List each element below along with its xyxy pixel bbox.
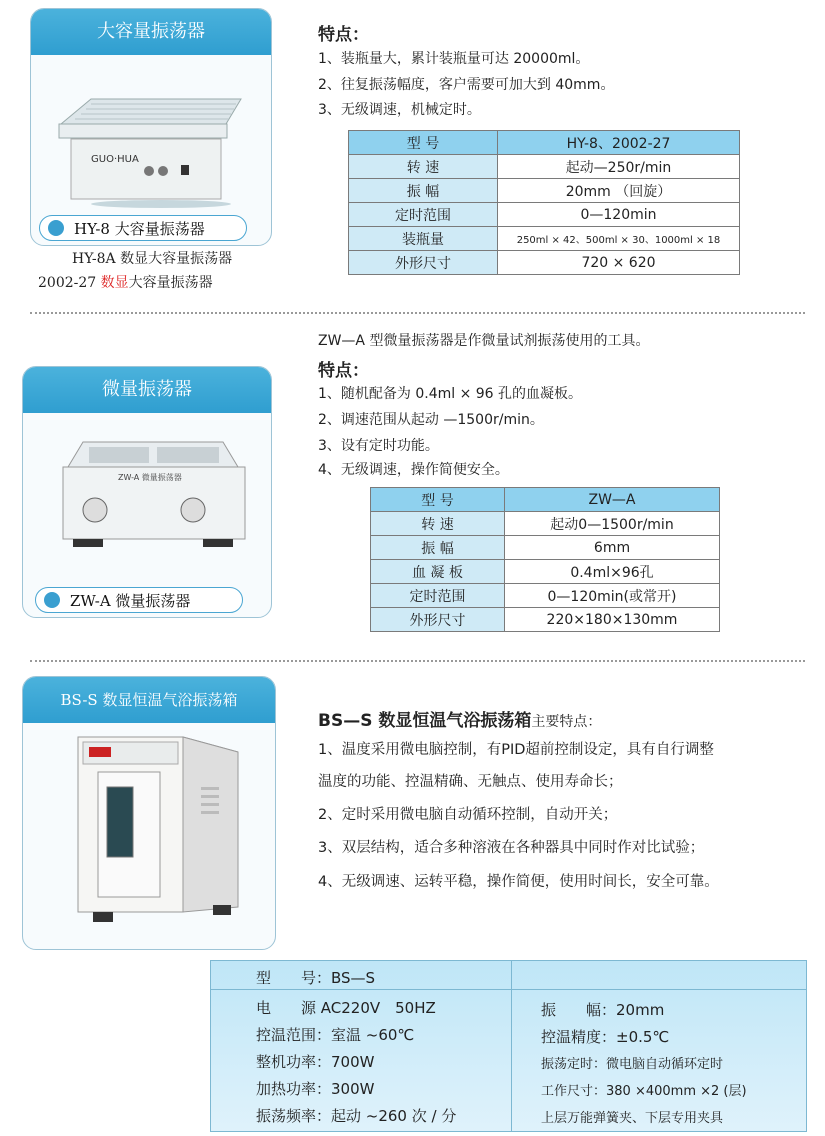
spec-key: 装瓶量 <box>349 227 498 251</box>
hy8a-caption: HY-8A 数显大容量振荡器 <box>72 251 233 267</box>
bullet-dot-icon <box>44 592 60 608</box>
table-row <box>349 203 740 227</box>
bss-feature-2: 2、定时采用微电脑自动循环控制，自动开关； <box>318 807 618 823</box>
table-row <box>349 227 740 251</box>
bss-spec-left-5: 加热功率：300W <box>256 1080 375 1098</box>
panel-divider <box>511 961 512 1131</box>
bss-spec-right-1: 振 幅：20mm <box>541 1001 665 1019</box>
bss-feature-1: 1、温度采用微电脑控制，有PID超前控制设定，具有自行调整 <box>318 742 714 758</box>
spec-key: 定时范围 <box>349 203 498 227</box>
zwa-feature-4: 4、无级调速，操作简便安全。 <box>318 462 509 478</box>
spec-value: 720 × 620 <box>498 251 740 275</box>
zwa-shaker-image <box>23 422 271 572</box>
hy8-caption: HY-8 大容量振荡器 <box>74 219 205 238</box>
hy8-card-header <box>31 9 271 55</box>
spec-value: HY-8、2002-27 <box>498 131 740 155</box>
hy8-product-card <box>30 8 272 246</box>
table-row <box>349 131 740 155</box>
hy8-feature-1: 1、装瓶量大，累计装瓶量可达 20000ml。 <box>318 51 590 67</box>
spec-key: 外形尺寸 <box>371 608 505 632</box>
spec-key: 定时范围 <box>371 584 505 608</box>
zwa-card-header <box>23 367 271 413</box>
table-row <box>371 608 720 632</box>
table-row <box>371 560 720 584</box>
hy8-card-title: 大容量振荡器 <box>97 21 205 42</box>
spec-key: 外形尺寸 <box>349 251 498 275</box>
zwa-caption-pill <box>35 587 243 613</box>
bss-spec-left-2: 电 源 AC220V 50HZ <box>256 999 436 1017</box>
table-row <box>371 584 720 608</box>
spec-value: 起动—250r/min <box>498 155 740 179</box>
spec-key: 型 号 <box>371 488 505 512</box>
bss-card-header <box>23 677 275 723</box>
zwa-feature-1: 1、随机配备为 0.4ml × 96 孔的血凝板。 <box>318 386 583 402</box>
table-row <box>349 179 740 203</box>
bss-heading: BS—S 数显恒温气浴振荡箱主要特点： <box>318 711 602 731</box>
bss-feature-4: 4、无级调速、运转平稳，操作简便，使用时间长，安全可靠。 <box>318 874 719 890</box>
bss-spec-left-6: 振荡频率：起动 ~260 次 / 分 <box>256 1107 457 1125</box>
panel-divider <box>211 989 806 990</box>
zwa-spec-table <box>370 487 720 632</box>
zwa-card-title: 微量振荡器 <box>102 379 192 400</box>
bss-spec-left-3: 控温范围：室温 ~60℃ <box>256 1026 415 1044</box>
spec-key: 型 号 <box>349 131 498 155</box>
zwa-feature-2: 2、调速范围从起动 —1500r/min。 <box>318 412 544 428</box>
spec-value: 0.4ml×96孔 <box>505 560 720 584</box>
bss-spec-panel <box>210 960 807 1132</box>
spec-value: 220×180×130mm <box>505 608 720 632</box>
svg-text:GUO·HUA: GUO·HUA <box>91 154 139 165</box>
hy8-caption-pill <box>39 215 247 241</box>
bss-spec-right-4: 工作尺寸：380 ×400mm ×2 (层) <box>541 1084 747 1099</box>
spec-key: 转 速 <box>349 155 498 179</box>
spec-value: 0—120min(或常开) <box>505 584 720 608</box>
spec-value: 6mm <box>505 536 720 560</box>
spec-key: 振 幅 <box>371 536 505 560</box>
spec-key: 血 凝 板 <box>371 560 505 584</box>
bss-spec-right-5: 上层万能弹簧夹、下层专用夹具 <box>541 1111 724 1126</box>
bss-spec-right-3: 振荡定时：微电脑自动循环定时 <box>541 1057 724 1072</box>
table-row <box>371 512 720 536</box>
bss-product-card <box>22 676 276 950</box>
bss-spec-left-4: 整机功率：700W <box>256 1053 375 1071</box>
hy8-feature-3: 3、无级调速，机械定时。 <box>318 102 481 118</box>
hy8-feature-2: 2、往复振荡幅度，客户需要可加大到 40mm。 <box>318 77 615 93</box>
section-divider <box>30 660 805 662</box>
bss-spec-left-1: 型 号：BS—S <box>256 969 376 987</box>
bss-card-title: BS-S 数显恒温气浴振荡箱 <box>60 691 238 709</box>
svg-text:ZW-A 微量振荡器: ZW-A 微量振荡器 <box>118 473 182 482</box>
table-row <box>371 488 720 512</box>
zwa-caption: ZW-A 微量振荡器 <box>70 591 191 610</box>
spec-key: 转 速 <box>371 512 505 536</box>
spec-value: 起动0—1500r/min <box>505 512 720 536</box>
spec-value: 0—120min <box>498 203 740 227</box>
zwa-intro: ZW—A 型微量振荡器是作微量试剂振荡使用的工具。 <box>318 333 650 349</box>
spec-key: 振 幅 <box>349 179 498 203</box>
spec-value: 20mm （回旋） <box>498 179 740 203</box>
zwa-features-title: 特点： <box>318 361 369 381</box>
bss-incubator-image <box>23 727 275 947</box>
spec-value: ZW—A <box>505 488 720 512</box>
zwa-feature-3: 3、设有定时功能。 <box>318 438 439 454</box>
hy8-spec-table <box>348 130 740 275</box>
section-divider <box>30 312 805 314</box>
zwa-product-card <box>22 366 272 618</box>
model-2002-27-caption: 2002-27 数显大容量振荡器 <box>38 275 213 291</box>
hy8-shaker-image <box>31 59 271 219</box>
table-row <box>349 155 740 179</box>
bullet-dot-icon <box>48 220 64 236</box>
spec-value: 250ml × 42、500ml × 30、1000ml × 18 <box>498 227 740 251</box>
bss-feature-1-cont: 温度的功能、控温精确、无触点、使用寿命长； <box>318 774 623 790</box>
bss-feature-3: 3、双层结构，适合多种溶液在各种器具中同时作对比试验； <box>318 840 705 856</box>
table-row <box>371 536 720 560</box>
bss-spec-right-2: 控温精度：±0.5℃ <box>541 1028 670 1046</box>
hy8-features-title: 特点： <box>318 25 369 45</box>
table-row <box>349 251 740 275</box>
